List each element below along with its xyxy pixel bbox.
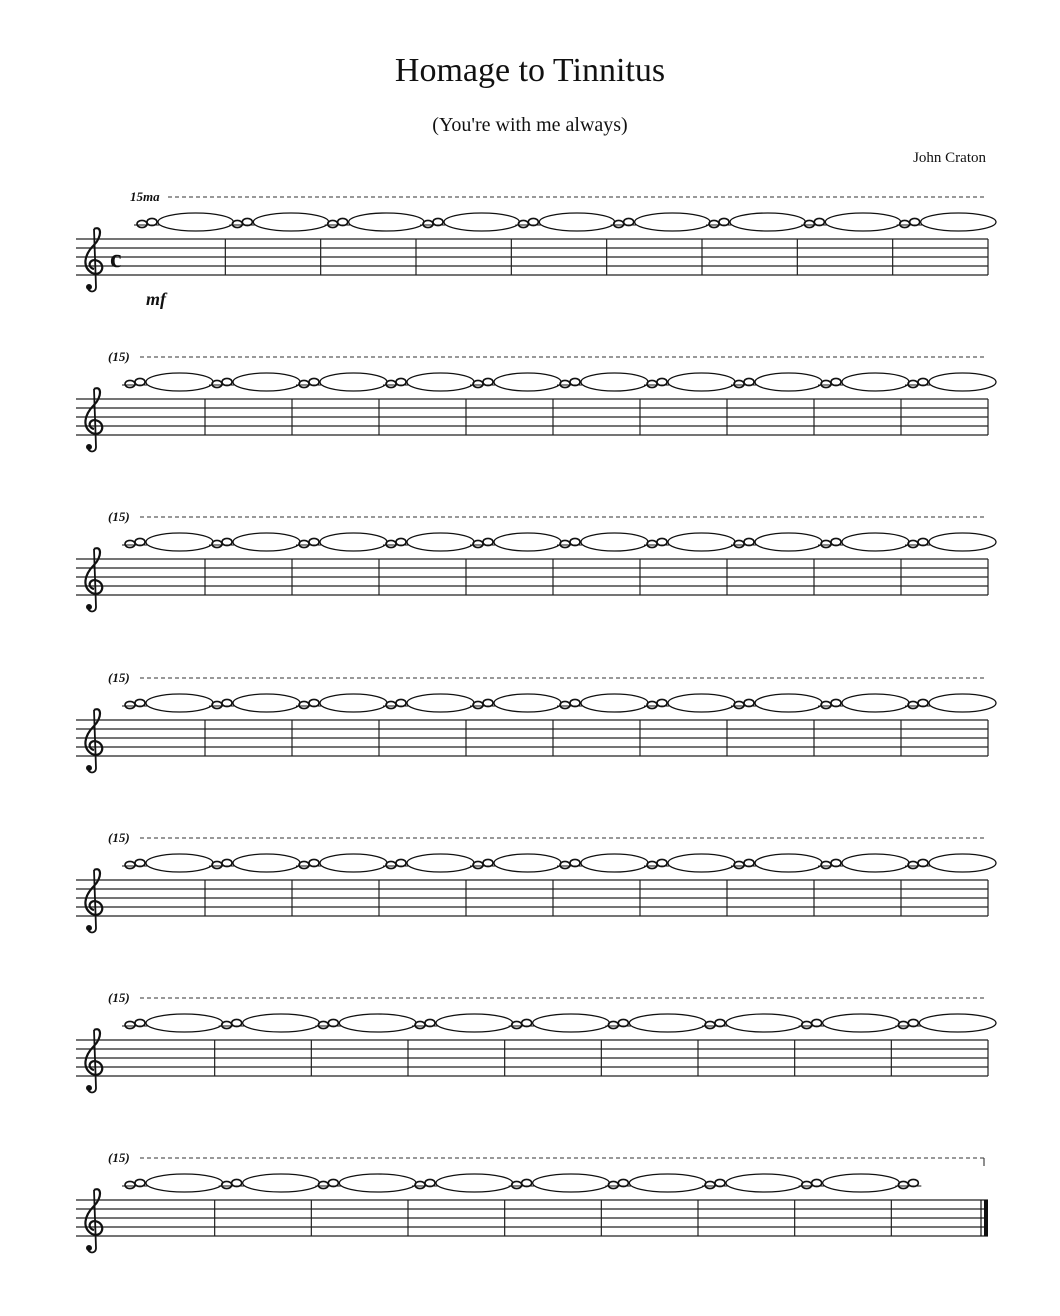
treble-clef-icon [85,869,102,932]
measure [895,1179,921,1188]
tie-slur [581,694,648,712]
ottava-mark: (15) [108,349,130,364]
note-head [232,220,242,227]
tie-slur [320,533,387,551]
note-head [473,701,483,708]
ottava-mark: (15) [108,990,130,1005]
note-head [299,861,309,868]
note-head [821,540,831,547]
tie-slur [668,854,735,872]
note-head [821,701,831,708]
note-head [734,380,744,387]
composer-name: John Craton [913,150,986,166]
note-head [512,1181,522,1188]
tie-slur [407,373,474,391]
tie-slur [755,854,822,872]
tie-slur [436,1014,513,1032]
treble-clef-icon [85,709,102,772]
note-head [560,701,570,708]
tie-slur [320,854,387,872]
tie-slur [755,373,822,391]
tie-slur [533,1174,610,1192]
piece-subtitle: (You're with me always) [432,114,628,136]
staff-system [76,349,996,452]
tie-slur [407,533,474,551]
tie-slur [825,213,900,231]
note-head [802,1021,812,1028]
tie-slur [146,1014,223,1032]
tie-slur [842,854,909,872]
tie-slur [233,694,300,712]
note-head [299,380,309,387]
note-head [802,1181,812,1188]
note-head [423,220,433,227]
note-head [125,380,135,387]
dynamic-marking: mf [146,289,166,309]
tie-slur [320,373,387,391]
treble-clef-icon [85,228,102,291]
note-head [473,861,483,868]
tie-slur [929,854,996,872]
tie-slur [320,694,387,712]
note-head [908,380,918,387]
note-head [908,701,918,708]
tie-slur [842,694,909,712]
tie-slur [842,533,909,551]
tie-slur [823,1014,900,1032]
note-head [299,701,309,708]
note-head [212,380,222,387]
note-head [518,220,528,227]
ottava-mark: (15) [108,509,130,524]
tie-slur [755,533,822,551]
ottava-mark: (15) [108,670,130,685]
tie-slur [726,1174,803,1192]
ottava-mark: (15) [108,830,130,845]
note-head [705,1181,715,1188]
note-head [898,1181,908,1188]
treble-clef-icon [85,548,102,611]
note-head [473,540,483,547]
note-head [386,380,396,387]
note-head [908,540,918,547]
tie-slur [929,533,996,551]
tie-slur [233,533,300,551]
tie-slur [243,1014,320,1032]
tie-slur [668,533,735,551]
tie-slur [146,373,213,391]
note-head [560,540,570,547]
note-head [821,861,831,868]
treble-clef-icon [85,1029,102,1092]
tie-slur [146,533,213,551]
note-head [647,540,657,547]
note-head [125,540,135,547]
note-head [734,701,744,708]
tie-slur [436,1174,513,1192]
tie-slur [929,373,996,391]
note-head [647,380,657,387]
tie-slur [921,213,996,231]
note-head [222,1181,232,1188]
tie-slur [730,213,805,231]
note-head [734,861,744,868]
tie-slur [158,213,233,231]
tie-slur [581,373,648,391]
ottava-mark: 15ma [130,189,160,204]
tie-slur [349,213,424,231]
staff-system [76,189,996,309]
note-head [318,1021,328,1028]
staff-system [76,1150,988,1253]
note-head [137,220,147,227]
note-head [415,1021,425,1028]
tie-slur [494,694,561,712]
note-head [512,1021,522,1028]
staff-system [76,670,996,773]
tie-slur [339,1174,416,1192]
tie-slur [581,854,648,872]
note-head [473,380,483,387]
note-head [900,220,910,227]
tie-slur [929,694,996,712]
note-head [212,861,222,868]
staff-system [76,830,996,933]
note-head [125,861,135,868]
tie-slur [755,694,822,712]
note-head [608,1021,618,1028]
treble-clef-icon [85,1189,102,1252]
note-head [647,701,657,708]
tie-slur [407,694,474,712]
note-head [898,1021,908,1028]
note-head [386,701,396,708]
note-head [212,540,222,547]
tie-slur [339,1014,416,1032]
note-head [415,1181,425,1188]
tie-slur [146,1174,223,1192]
note-head [821,380,831,387]
tie-slur [919,1014,996,1032]
note-head [386,540,396,547]
tie-slur [407,854,474,872]
tie-slur [629,1174,706,1192]
tie-slur [668,694,735,712]
tie-slur [668,373,735,391]
tie-slur [629,1014,706,1032]
note-head [560,861,570,868]
note-head [299,540,309,547]
tie-slur [494,373,561,391]
note-head [386,861,396,868]
tie-slur [444,213,519,231]
note-head [647,861,657,868]
staff-system [76,990,996,1093]
tie-slur [233,373,300,391]
tie-slur [233,854,300,872]
tie-slur [726,1014,803,1032]
note-head [908,861,918,868]
note-head [560,380,570,387]
note-head [608,1181,618,1188]
tie-slur [243,1174,320,1192]
tie-slur [146,854,213,872]
ottava-mark: (15) [108,1150,130,1165]
tie-slur [539,213,614,231]
note-head [125,1021,135,1028]
tie-slur [635,213,710,231]
treble-clef-icon [85,388,102,451]
tie-slur [146,694,213,712]
tie-slur [842,373,909,391]
note-head [318,1181,328,1188]
time-signature: c [110,244,122,273]
tie-slur [253,213,328,231]
note-head [709,220,719,227]
note-head [328,220,338,227]
note-head [212,701,222,708]
piece-title: Homage to Tinnitus [394,52,666,89]
tie-slur [494,533,561,551]
tie-slur [533,1014,610,1032]
tie-slur [823,1174,900,1192]
tie-slur [581,533,648,551]
note-head [125,701,135,708]
note-head [222,1021,232,1028]
note-head [614,220,624,227]
tie-slur [494,854,561,872]
staff-system [76,509,996,612]
note-head [705,1021,715,1028]
note-head [804,220,814,227]
note-head [125,1181,135,1188]
note-head [734,540,744,547]
